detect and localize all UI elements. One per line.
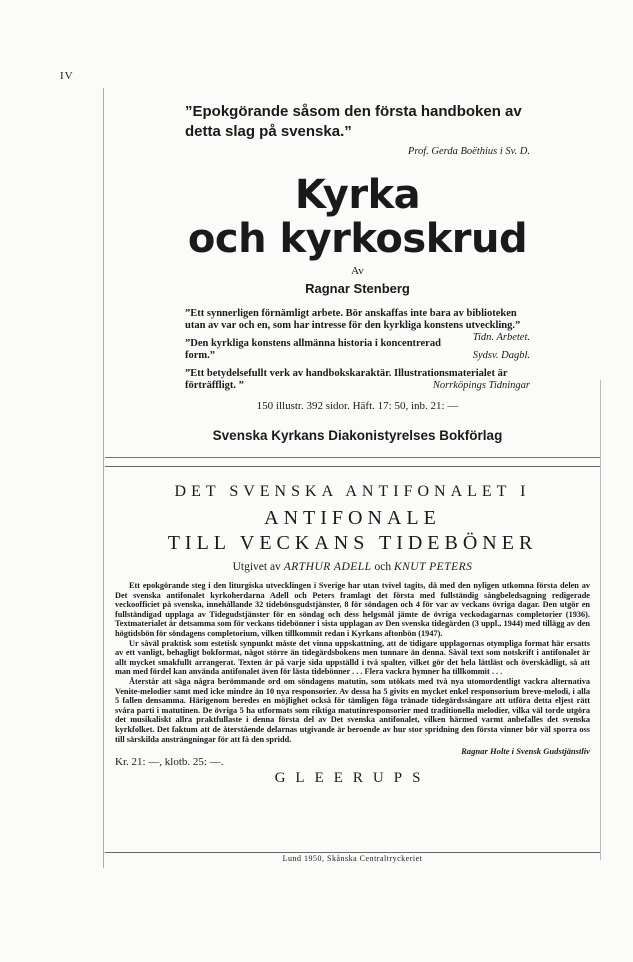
paragraph: Ett epokgörande steg i den liturgiska utvecklingen i Sverige har utan tvivel tagits, då med den nyligen utkomna första delen av Det svenska antifonalet kyrkoherdarna Adell och Peters framlagt det första med fullständig sångbeledsagning redigerade veckoofficiet på svenska, innehållande 32 tidebönsgudstjänster, 8 för söndagen och 4 för var av veckans övriga dagar. Den utgör en fullständigad upplaga av Tidegudstjänster för en söndag och dess helgsmål jämte de övriga veckodagarnas completorier (1936). Textmaterialet är detsamma som för veckans tidebönner i sista upplagan av Den svenska tidegärden (3 uppl., 1944) med tillägg av den högtidsbön för söndagens completorium, vilken tillkommit redan i Kyrkans aftonbön (1947).	[115, 581, 590, 638]
advertisement-kyrka	[105, 92, 600, 458]
editors-line	[115, 561, 590, 573]
review-text: ”Den kyrkliga konstens allmänna historia i koncentrerad form.”	[185, 338, 441, 361]
review-source: Norrköpings Tidningar	[432, 380, 530, 391]
ad2-price: Kr. 21: —, klotb. 25: —.	[115, 756, 224, 769]
ad1-attribution: Prof. Gerda Boëthius i Sv. D.	[407, 146, 530, 157]
editor-2: KNUT PETERS	[393, 561, 473, 573]
review-text: ”Ett synnerligen förnämligt arbete. Bör anskaffas inte bara av biblioteken utan av var och en, som har intresse för den kyrkliga konstens utveckling.”	[185, 308, 521, 331]
right-rule	[600, 380, 601, 860]
book-title-line2: och kyrkoskrud	[187, 216, 528, 262]
paragraph: Ur såväl praktisk som estetisk synpunkt måste det vinna uppskattning, att de tidigare upplagornas otympliga format här ersatts av ett vanligt, behagligt bokformat, något större än tidegärdsbokens men tunnare än denna. Såväl text som notskrift i antifonalet är allt mycket smakfullt arrangerat. Texten är på varje sida uppställd i två spalter, vilket gör det hela lättläst och överskådligt, så att man med fördel kan använda antifonalet även för lästa tidebönner . . . Flera vackra hymner ha tillkommit . . .	[115, 638, 590, 677]
edited-and: och	[374, 561, 392, 573]
ad2-publisher: GLEERUPS	[274, 770, 431, 787]
series-title: DET SVENSKA ANTIFONALET I	[174, 483, 531, 500]
book-title-line1: ANTIFONALE	[264, 507, 441, 529]
book-title-line2: TILL VECKANS TIDEBÖNER	[167, 532, 538, 554]
description	[115, 581, 590, 744]
editor-1: ARTHUR ADELL	[283, 561, 372, 573]
colophon: Lund 1950, Skånska Centraltryckeriet	[282, 854, 423, 863]
review-source: Tidn. Arbetet.	[472, 332, 530, 343]
ad1-publisher: Svenska Kyrkans Diakonistyrelses Bokförlag	[212, 428, 503, 443]
review	[185, 368, 530, 392]
left-rule	[103, 88, 104, 868]
review	[185, 308, 530, 343]
page-number: IV	[60, 70, 74, 82]
paragraph: Återstår att säga några berömmande ord om söndagens matutin, som utökats med två nya utomordentligt vackra alternativa Venite-melodier samt med icke mindre än 10 nya responsorier. Av dessa ha 5 givits en mycket enkel responsorium breve-melodi, i alla 5 fallen densamma. Härigenom beredes en möjlighet också för tämligen föga tränade tidegärdssångare att utföra detta eljest rätt svåra parti i matutinen. De övriga 5 ha utformats som riktiga matutinresponsorier med traditionella melodier, vilka väl torde utgöra det musikaliskt allra praktfullaste i denna första del av Det svenska antifonalet, vilken härmed varmt anbefalles det svenska kyrkfolket. Det faktum att de återstående delarnas utgivande är beroende av hur stor spridning den första vinner bör väl sporra oss till särskilda ansträngningar för att få den spridd.	[115, 676, 590, 744]
edited-prefix: Utgivet av	[232, 561, 281, 573]
book-title-line1: Kyrka	[294, 172, 421, 218]
advertisement-antifonale	[105, 466, 600, 853]
ad1-price: 150 illustr. 392 sidor. Häft. 17: 50, inb. 21: —	[256, 400, 459, 412]
by-label: Av	[351, 265, 364, 277]
ad1-quote: ”Epokgörande såsom den första handboken av detta slag på svenska.”	[185, 103, 522, 140]
review-text: ”Ett betydelsefullt verk av handbokskaraktär. Illustrationsmaterialet är förträffligt. ”	[185, 368, 508, 391]
author: Ragnar Stenberg	[305, 281, 410, 296]
review-source: Ragnar Holte i Svensk Gudstjänstliv	[461, 746, 590, 757]
review-source: Sydsv. Dagbl.	[472, 350, 530, 361]
